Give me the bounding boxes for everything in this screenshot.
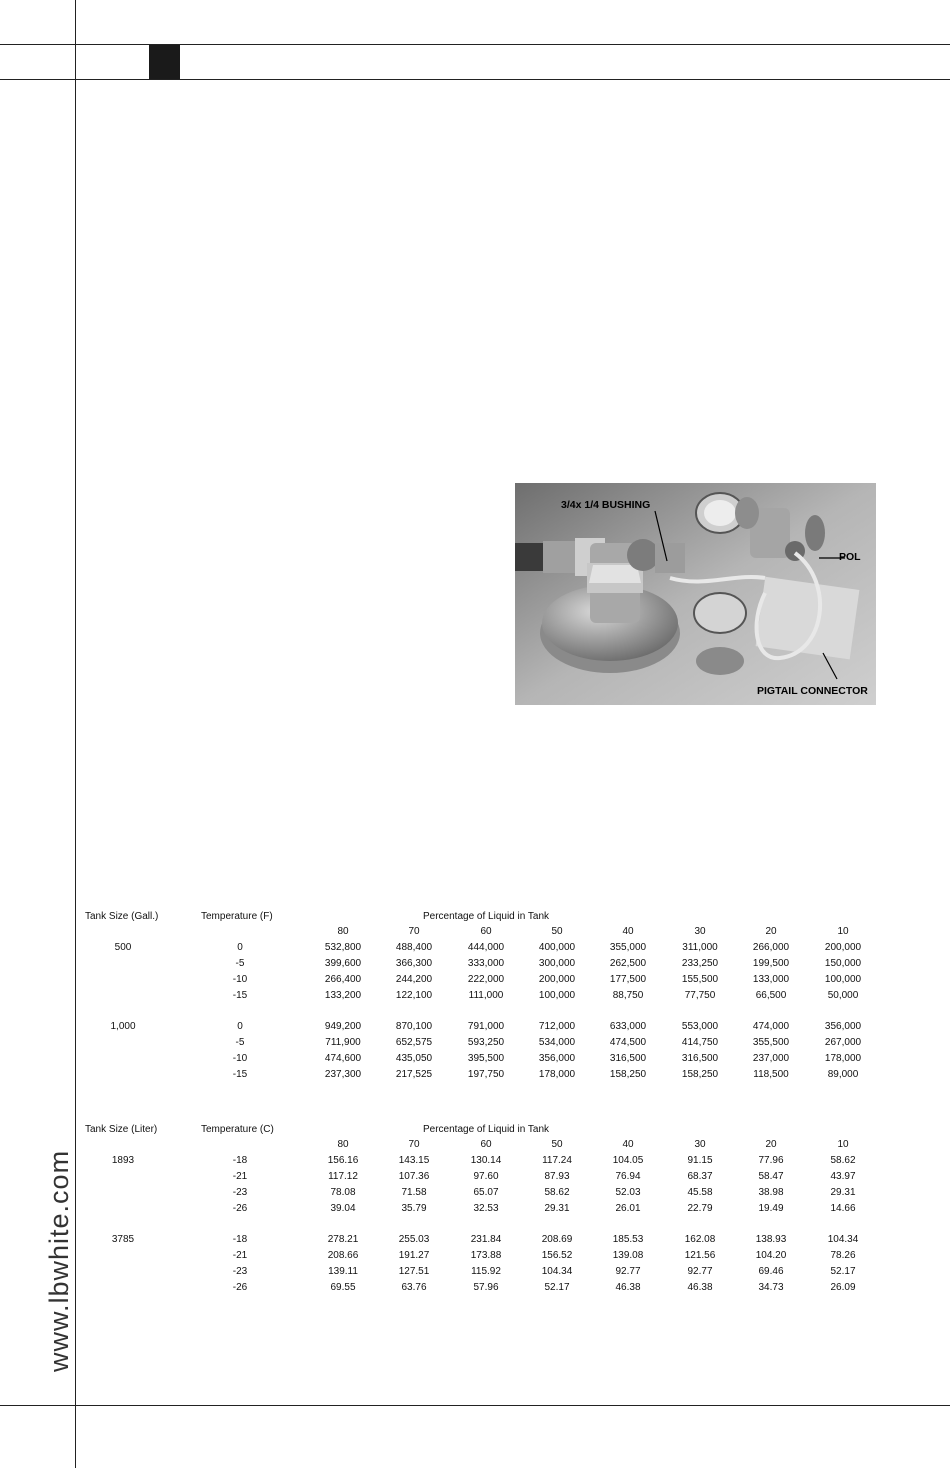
capacity-cell: 399,600 — [324, 958, 362, 969]
capacity-cell: 76.94 — [615, 1171, 641, 1182]
capacity-cell: 208.69 — [541, 1234, 573, 1245]
capacity-cell: 52.17 — [544, 1282, 570, 1293]
capacity-cell: 133,000 — [752, 974, 790, 985]
capacity-cell: 266,000 — [752, 942, 790, 953]
tank-size-header: Tank Size (Gall.) — [85, 911, 159, 922]
capacity-cell: 78.26 — [830, 1250, 856, 1261]
capacity-cell: 133,200 — [324, 990, 362, 1001]
regulator-photo — [515, 483, 876, 705]
capacity-cell: 162.08 — [684, 1234, 716, 1245]
capacity-cell: 244,200 — [395, 974, 433, 985]
capacity-cell: 200,000 — [538, 974, 576, 985]
temperature-value: -21 — [232, 1171, 248, 1182]
capacity-cell: 178,000 — [538, 1069, 576, 1080]
capacity-cell: 43.97 — [830, 1171, 856, 1182]
capacity-cell: 355,500 — [752, 1037, 790, 1048]
capacity-cell: 26.09 — [830, 1282, 856, 1293]
temperature-value: 0 — [237, 1021, 243, 1032]
capacity-cell: 71.58 — [401, 1187, 427, 1198]
capacity-cell: 266,400 — [324, 974, 362, 985]
capacity-cell: 26.01 — [615, 1203, 641, 1214]
capacity-cell: 69.46 — [758, 1266, 784, 1277]
capacity-cell: 92.77 — [687, 1266, 713, 1277]
header-rule-bottom — [0, 79, 950, 80]
capacity-cell: 104.34 — [827, 1234, 859, 1245]
capacity-cell: 104.34 — [541, 1266, 573, 1277]
capacity-cell: 29.31 — [830, 1187, 856, 1198]
capacity-cell: 435,050 — [395, 1053, 433, 1064]
capacity-cell: 267,000 — [824, 1037, 862, 1048]
capacity-cell: 711,900 — [325, 1037, 361, 1048]
capacity-cell: 262,500 — [609, 958, 647, 969]
capacity-cell: 222,000 — [467, 974, 505, 985]
capacity-cell: 107.36 — [398, 1171, 430, 1182]
capacity-cell: 121.56 — [684, 1250, 716, 1261]
percent-column-header: 30 — [694, 1139, 706, 1150]
percent-column-header: 10 — [837, 926, 849, 937]
capacity-cell: 534,000 — [538, 1037, 576, 1048]
temperature-value: -26 — [232, 1203, 248, 1214]
capacity-cell: 19.49 — [758, 1203, 784, 1214]
temperature-value: -21 — [232, 1250, 248, 1261]
capacity-cell: 29.31 — [544, 1203, 570, 1214]
tank-size-header: Tank Size (Liter) — [85, 1124, 158, 1135]
capacity-cell: 63.76 — [401, 1282, 427, 1293]
capacity-cell: 356,000 — [824, 1021, 862, 1032]
regulator-photo-illustration — [515, 483, 876, 705]
capacity-cell: 474,000 — [752, 1021, 790, 1032]
capacity-cell: 316,500 — [681, 1053, 719, 1064]
capacity-cell: 237,000 — [752, 1053, 790, 1064]
temperature-value: -18 — [232, 1234, 248, 1245]
capacity-cell: 139.11 — [328, 1266, 358, 1277]
capacity-cell: 52.03 — [615, 1187, 641, 1198]
capacity-cell: 77,750 — [684, 990, 716, 1001]
capacity-cell: 177,500 — [609, 974, 647, 985]
capacity-cell: 91.15 — [687, 1155, 713, 1166]
capacity-cell: 870,100 — [395, 1021, 433, 1032]
temperature-value: -23 — [232, 1187, 248, 1198]
capacity-cell: 208.66 — [327, 1250, 359, 1261]
capacity-cell: 366,300 — [395, 958, 433, 969]
capacity-cell: 474,500 — [609, 1037, 647, 1048]
capacity-cell: 89,000 — [827, 1069, 859, 1080]
tank-size-value: 3785 — [111, 1234, 135, 1245]
capacity-cell: 39.04 — [330, 1203, 356, 1214]
capacity-cell: 173.88 — [470, 1250, 502, 1261]
capacity-cell: 199,500 — [752, 958, 790, 969]
temperature-value: -15 — [232, 990, 248, 1001]
capacity-cell: 200,000 — [824, 942, 862, 953]
capacity-cell: 68.37 — [687, 1171, 713, 1182]
capacity-cell: 150,000 — [824, 958, 862, 969]
capacity-cell: 77.96 — [758, 1155, 784, 1166]
capacity-cell: 52.17 — [830, 1266, 856, 1277]
capacity-cell: 111,000 — [468, 990, 504, 1001]
capacity-cell: 311,000 — [682, 942, 718, 953]
temperature-value: 0 — [237, 942, 243, 953]
tank-size-value: 1,000 — [110, 1021, 136, 1032]
capacity-cell: 104.05 — [612, 1155, 644, 1166]
capacity-cell: 65.07 — [473, 1187, 499, 1198]
capacity-cell: 155,500 — [681, 974, 719, 985]
capacity-cell: 45.58 — [687, 1187, 713, 1198]
capacity-cell: 233,250 — [681, 958, 719, 969]
percent-column-header: 20 — [765, 1139, 777, 1150]
temperature-value: -10 — [232, 974, 248, 985]
capacity-cell: 197,750 — [467, 1069, 505, 1080]
capacity-cell: 255.03 — [398, 1234, 430, 1245]
percent-column-header: 80 — [337, 1139, 349, 1150]
capacity-cell: 127.51 — [398, 1266, 430, 1277]
capacity-cell: 652,575 — [395, 1037, 433, 1048]
percentage-header: Percentage of Liquid in Tank — [422, 911, 550, 922]
percent-column-header: 80 — [337, 926, 349, 937]
percent-column-header: 50 — [551, 926, 563, 937]
capacity-cell: 712,000 — [538, 1021, 576, 1032]
capacity-cell: 100,000 — [824, 974, 862, 985]
capacity-cell: 231.84 — [470, 1234, 502, 1245]
capacity-cell: 78.08 — [330, 1187, 356, 1198]
capacity-cell: 115.92 — [471, 1266, 501, 1277]
percentage-header: Percentage of Liquid in Tank — [422, 1124, 550, 1135]
capacity-cell: 355,000 — [609, 942, 647, 953]
percent-column-header: 10 — [837, 1139, 849, 1150]
capacity-cell: 46.38 — [615, 1282, 641, 1293]
capacity-cell: 46.38 — [687, 1282, 713, 1293]
capacity-cell: 237,300 — [324, 1069, 362, 1080]
temperature-header: Temperature (C) — [201, 1124, 274, 1135]
capacity-cell: 300,000 — [538, 958, 576, 969]
capacity-cell: 633,000 — [609, 1021, 647, 1032]
percent-column-header: 30 — [694, 926, 706, 937]
temperature-value: -18 — [232, 1155, 248, 1166]
capacity-cell: 122,100 — [395, 990, 433, 1001]
capacity-cell: 92.77 — [615, 1266, 641, 1277]
capacity-cell: 158,250 — [681, 1069, 719, 1080]
capacity-cell: 139.08 — [612, 1250, 644, 1261]
capacity-cell: 117.12 — [328, 1171, 358, 1182]
temperature-value: -10 — [232, 1053, 248, 1064]
capacity-cell: 38.98 — [758, 1187, 784, 1198]
capacity-cell: 191.27 — [398, 1250, 430, 1261]
header-rule-top — [0, 44, 950, 45]
capacity-cell: 58.62 — [830, 1155, 856, 1166]
pol-label: POL — [839, 551, 861, 563]
capacity-cell: 156.16 — [327, 1155, 359, 1166]
capacity-cell: 138.93 — [755, 1234, 787, 1245]
capacity-cell: 14.66 — [830, 1203, 856, 1214]
capacity-cell: 35.79 — [401, 1203, 427, 1214]
capacity-cell: 217,525 — [395, 1069, 433, 1080]
capacity-cell: 66,500 — [755, 990, 787, 1001]
capacity-cell: 58.62 — [544, 1187, 570, 1198]
percent-column-header: 40 — [622, 1139, 634, 1150]
capacity-cell: 117.24 — [542, 1155, 572, 1166]
percent-column-header: 70 — [408, 926, 420, 937]
capacity-cell: 316,500 — [609, 1053, 647, 1064]
capacity-cell: 97.60 — [473, 1171, 499, 1182]
capacity-cell: 178,000 — [824, 1053, 862, 1064]
capacity-cell: 69.55 — [330, 1282, 356, 1293]
pigtail-connector-label: PIGTAIL CONNECTOR — [757, 685, 868, 697]
capacity-cell: 474,600 — [324, 1053, 362, 1064]
capacity-cell: 444,000 — [467, 942, 505, 953]
capacity-cell: 333,000 — [467, 958, 505, 969]
tank-size-value: 500 — [114, 942, 132, 953]
capacity-cell: 22.79 — [687, 1203, 713, 1214]
capacity-cell: 50,000 — [827, 990, 859, 1001]
temperature-value: -26 — [232, 1282, 248, 1293]
left-margin-rule — [75, 0, 76, 1468]
capacity-cell: 156.52 — [541, 1250, 573, 1261]
capacity-cell: 100,000 — [538, 990, 576, 1001]
capacity-cell: 414,750 — [681, 1037, 719, 1048]
tank-size-value: 1893 — [111, 1155, 135, 1166]
capacity-cell: 118,500 — [753, 1069, 789, 1080]
capacity-cell: 87.93 — [544, 1171, 570, 1182]
capacity-cell: 88,750 — [612, 990, 644, 1001]
temperature-value: -5 — [235, 1037, 245, 1048]
capacity-cell: 278.21 — [327, 1234, 359, 1245]
percent-column-header: 50 — [551, 1139, 563, 1150]
capacity-cell: 593,250 — [467, 1037, 505, 1048]
percent-column-header: 60 — [480, 1139, 492, 1150]
capacity-cell: 57.96 — [473, 1282, 499, 1293]
capacity-cell: 553,000 — [681, 1021, 719, 1032]
temperature-value: -23 — [232, 1266, 248, 1277]
capacity-cell: 34.73 — [758, 1282, 784, 1293]
percent-column-header: 20 — [765, 926, 777, 937]
percent-column-header: 60 — [480, 926, 492, 937]
percent-column-header: 70 — [408, 1139, 420, 1150]
capacity-cell: 395,500 — [467, 1053, 505, 1064]
section-tab-marker — [149, 45, 180, 79]
temperature-header: Temperature (F) — [201, 911, 273, 922]
capacity-cell: 130.14 — [470, 1155, 502, 1166]
footer-rule — [0, 1405, 950, 1406]
capacity-cell: 532,800 — [324, 942, 362, 953]
temperature-value: -15 — [232, 1069, 248, 1080]
capacity-cell: 356,000 — [538, 1053, 576, 1064]
percent-column-header: 40 — [622, 926, 634, 937]
capacity-cell: 104.20 — [755, 1250, 787, 1261]
capacity-cell: 58.47 — [758, 1171, 784, 1182]
capacity-cell: 32.53 — [473, 1203, 499, 1214]
capacity-cell: 400,000 — [538, 942, 576, 953]
capacity-cell: 143.15 — [398, 1155, 430, 1166]
capacity-cell: 488,400 — [395, 942, 433, 953]
website-url[interactable]: www.lbwhite.com — [44, 1149, 74, 1372]
capacity-cell: 949,200 — [324, 1021, 362, 1032]
capacity-cell: 158,250 — [609, 1069, 647, 1080]
temperature-value: -5 — [235, 958, 245, 969]
bushing-label: 3/4x 1/4 BUSHING — [561, 499, 651, 511]
capacity-cell: 185.53 — [612, 1234, 644, 1245]
capacity-cell: 791,000 — [467, 1021, 505, 1032]
